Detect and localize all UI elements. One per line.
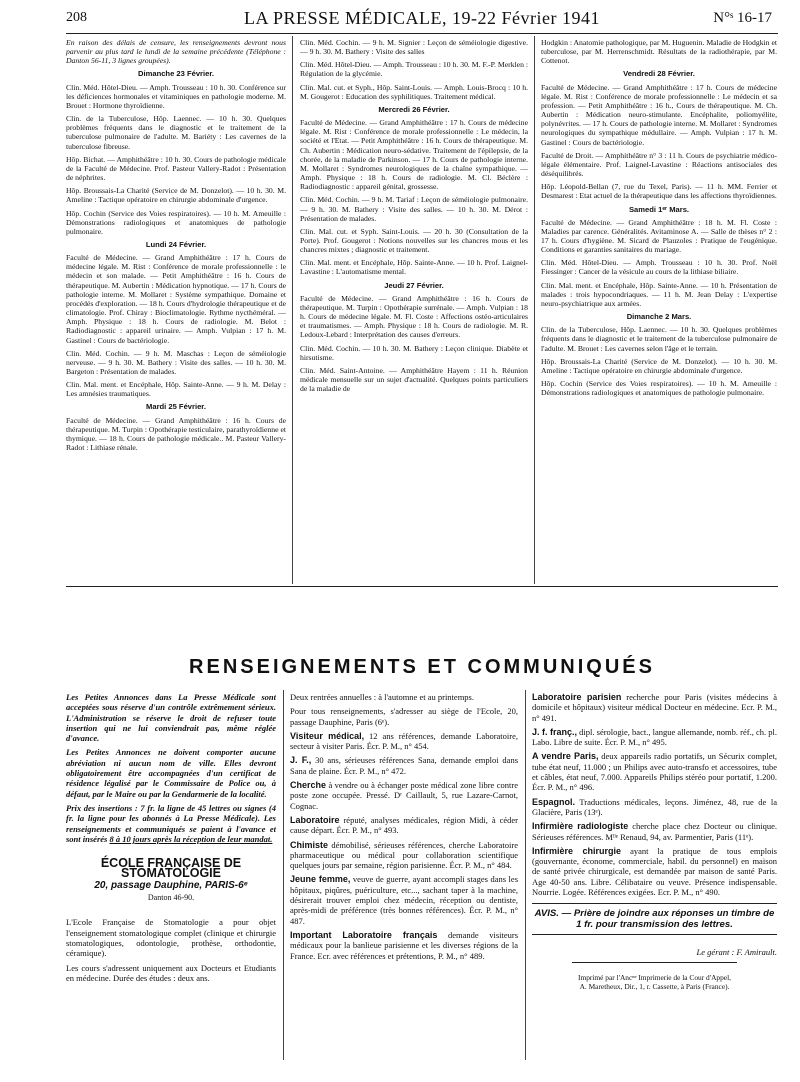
ad-body: démobilisé, sérieuses références, cherche Laboratoire pharmaceutique ou médical pour collaboration scientifique quelques jours par semaine, région parisienne. Écr. P. M., n° 484. bbox=[290, 839, 518, 871]
ad-heading: Laboratoire bbox=[290, 814, 340, 825]
ads-column-2 bbox=[290, 692, 518, 965]
ads-prices bbox=[66, 803, 276, 844]
ads-prices-delay: 8 à 10 jours après la réception de leur mandat. bbox=[109, 833, 273, 844]
ad-body: demande visiteurs médicaux pour la banlieue parisienne et les diverses régions de la France. Ecr. avec références et prétentions, P. M., n° 489. bbox=[290, 929, 519, 961]
classified-ad bbox=[532, 751, 777, 792]
classified-ad bbox=[290, 815, 518, 836]
ad-heading: Laboratoire parisien bbox=[532, 692, 622, 702]
ad-heading: J. f. franç., bbox=[532, 726, 578, 737]
classified-ad bbox=[290, 755, 518, 776]
classified-ad bbox=[532, 821, 777, 842]
course-entry: Hôp. Léopold-Bellan (7, rue du Texel, Paris). — 11 h. MM. Ferrier et Desmarest : Etat actuel de la thérapeutique dans les affections thyroïdiennes. bbox=[541, 182, 777, 201]
course-entry: Clin. Mal. ment. et Encéphale, Hôp. Sainte-Anne. — 10 h. Présentation de malades : trois hypocondriaques. — 11 h. M. Jean Delay : L'expertise neuro-psychiatrique aux armées. bbox=[541, 280, 777, 308]
course-entry: Hodgkin : Anatomie pathologique, par M. Huguenin. Maladie de Hodgkin et tuberculose, par M. Herrenschmidt. Résultats de la radiothérapie, par M. Cottenot. bbox=[541, 38, 777, 66]
journal-title: LA PRESSE MÉDICALE, 19-22 Février 1941 bbox=[244, 8, 600, 28]
section-banner: RENSEIGNEMENTS ET COMMUNIQUÉS bbox=[189, 656, 655, 678]
avis-rule bbox=[532, 903, 777, 904]
ads-notice: Les Petites Annonces dans La Presse Médicale sont acceptées sous réserve d'un contrôle extrêmement sérieux. L'Administration se réserve le droit de refuser toute insertion qui ne lui conviendrait pas, même réglée d'avance. bbox=[66, 692, 276, 744]
course-entry: Clin. Mal. ment. et Encéphale, Hôp. Sainte-Anne. — 9 h. M. Delay : Les amnésies traumatiques. bbox=[66, 380, 286, 399]
page-header bbox=[66, 8, 778, 32]
ad-body: ayant la pratique de tous emplois (gouvernante, économe, commerciale, habil. du personnel) en maison de santé privée chirurgicale, est demandée par maison de santé Paris. Age 40-50 ans. Libre. Célibataire ou veuve. Présence indispensable. Nourrie. Logée. Références exigées. Ecr. P. M., n° 490. bbox=[532, 845, 777, 898]
day-heading: Lundi 24 Février. bbox=[145, 239, 207, 249]
classified-ad bbox=[532, 727, 777, 748]
column-divider bbox=[525, 690, 526, 1060]
ad-heading: Important Laboratoire français bbox=[290, 929, 438, 940]
ad-heading: Espagnol. bbox=[532, 796, 576, 807]
course-entry: Faculté de Médecine. — Grand Amphithéâtre : 16 h. Cours de thérapeutique. M. Turpin : Opothérapie testiculaire, parathyroïdienne et thymique. — 18 h. Cours de pathologie médicale.. M. Pasteur Vallery-Radot : Lithiase rénale. bbox=[66, 415, 286, 453]
day-heading: Mardi 25 Février. bbox=[146, 402, 206, 412]
course-entry: Hôp. Broussais-La Charité (Service de M. Donzelot). — 10 h. 30. M. Ameline : Tactique opératoire en chirurgie abdominale d'urgence. bbox=[66, 186, 286, 205]
course-entry: Clin. Méd. Cochin. — 10 h. 30. M. Bathery : Leçon clinique. Diabète et hirsutisme. bbox=[300, 343, 528, 362]
course-entry: Hôp. Cochin (Service des Voies respiratoires). — 10 h. M. Ameuille : Démonstrations radiologiques et anatomiques de pathologie pulmonaire. bbox=[541, 379, 777, 398]
publisher-manager: Le gérant : F. Amirault. bbox=[696, 947, 777, 958]
course-entry: Hôp. Broussais-La Charité (Service de M. Donzelot). — 10 h. 30. M. Ameline : Tactique opératoire en chirurgie abdominale d'urgence. bbox=[541, 356, 777, 375]
course-entry: Clin. Méd. Hôtel-Dieu. — Amph. Trousseau : 10 h. 30. Conférence sur les déficiences hormonales et vitaminiques en pathologie moderne. M. Brouet : Hormone thyroïdienne. bbox=[66, 82, 286, 110]
school-title: ÉCOLE FRANÇAISE DE STOMATOLOGIE bbox=[100, 856, 242, 881]
course-entry: Faculté de Médecine. — Grand Amphithéâtre : 16 h. Cours de thérapeutique. M. Turpin : Opothérapie surrénale. — Amph. Vulpian : 18 h. Cours de médecine légale. M. Fl. Coste : Affections ostéo-articulaires et traumatismes. — Amph. Physique : 18 h. Cours de radiologie. M. R. Ledoux-Lebard : Interprétation des causes d'erreurs. bbox=[300, 293, 528, 340]
issue-numbers: N°ˢ 16-17 bbox=[713, 10, 772, 26]
day-heading: Dimanche 23 Février. bbox=[138, 69, 214, 79]
course-entry: Clin. Méd. Cochin. — 9 h. M. Tariaf : Leçon de séméiologie pulmonaire. — 9 h. 30. M. Bathery : Visite des salles. — 10 h. 30. M. Dérot : Présentation de malades. bbox=[300, 195, 528, 223]
day-heading: Vendredi 28 Février. bbox=[623, 69, 695, 79]
column-divider bbox=[534, 36, 535, 584]
classified-ad bbox=[532, 846, 777, 897]
classified-ad bbox=[532, 797, 777, 818]
ad-body: à vendre ou à échanger poste médical zone libre contre poste zone occupée. Pressé. Dʳ Caillault, 5, rue Lazare-Carnot, Cognac. bbox=[290, 780, 518, 811]
ads-column-1 bbox=[66, 692, 276, 987]
day-heading: Dimanche 2 Mars. bbox=[626, 312, 692, 322]
school-address: 20, passage Dauphine, PARIS-6ᵉ bbox=[94, 879, 248, 891]
ad-heading: Cherche bbox=[290, 780, 327, 791]
classified-ad bbox=[290, 930, 518, 961]
school-phone: Danton 46-90. bbox=[147, 893, 195, 903]
classified-ad bbox=[532, 692, 777, 723]
classified-ad bbox=[290, 874, 518, 925]
classified-ad bbox=[290, 780, 518, 811]
printer-line: Imprimé par l'Ancⁿᵉ Imprimerie de la Cour d'Appel, bbox=[577, 972, 731, 982]
column-divider bbox=[292, 36, 293, 584]
ad-heading: Infirmière chirurgie bbox=[532, 845, 621, 856]
ad-heading: Infirmière radiologiste bbox=[532, 821, 629, 832]
ad-heading: J. F., bbox=[290, 755, 312, 766]
course-entry: Faculté de Médecine. — Grand Amphithéâtre : 17 h. Cours de médecine légale. M. Rist : Conférence de morale professionnelle : Le médecin, la société et l'Etat. — Petit Amphithéâtre : 16 h. Cours de thérapeutique. M. Ch. Aubertin : Médication neuro-sédative. Traitement de l'épilepsie, de la chorée, de la maladie de Parkinson. — 17 h. Cours de pathologie interne. M. Mollaret : Syndromes neurologiques de la chaîne sympathique. — Amph. Physique : 18 h. Cours de radiologie. M. Cl. Béclère : Radiodiagnostic : appareil génital, grossesse. bbox=[300, 118, 528, 192]
school-description: Les cours s'adressent uniquement aux Docteurs et Etudiants en médecine. Durée des études : deux ans. bbox=[66, 962, 276, 983]
schedule-column-2 bbox=[300, 38, 528, 397]
ad-body: veuve de guerre, ayant accompli stages dans les hôpitaux, piqûres, puériculture, etc..., sachant taper à la machine, désirerait trouver emploi chez médecin, réception ou dentiste, après-midi de préférence (très bonnes références). Écr. P. M., n° 487. bbox=[290, 874, 518, 926]
course-entry: Clin. Mal. cut. et Syph., Hôp. Saint-Louis. — Amph. Louis-Brocq : 10 h. M. Gougerot : Education des syphilitiques. Traitement médical. bbox=[300, 82, 528, 101]
course-entry: Clin. Méd. Saint-Antoine. — Amphithéâtre Hayem : 11 h. Réunion médicale mensuelle sur un sujet d'actualité. Quelques points particuliers de la maladie de bbox=[300, 365, 528, 394]
header-rule bbox=[66, 33, 778, 34]
schedule-column-1 bbox=[66, 38, 286, 456]
printer-imprint bbox=[532, 973, 777, 991]
classified-ad bbox=[290, 731, 518, 752]
ad-body: 30 ans, sérieuses références Sana, demande emploi dans Sana de plaine. Écr. P. M., n° 472. bbox=[290, 755, 518, 776]
day-heading: Samedi 1ᵉʳ Mars. bbox=[628, 204, 690, 214]
ad-body: dipl. sérologie, bact., langue allemande, nomb. réf., ch. pl. Labo. Libre de suite. Écr. P. M., n° 495. bbox=[532, 726, 777, 748]
course-entry: Clin. Mal. cut. et Syph. Saint-Louis. — 20 h. 30 (Consultation de la Porte). Prof. Gougerot : Notions nouvelles sur les chancres mous et les chancres mixtes ; diagnostic et traitement. bbox=[300, 226, 528, 255]
course-entry: Clin. Méd. Cochin. — 9 h. M. Signier : Leçon de séméiologie digestive. — 9 h. 30. M. Bathery : Visite des salles bbox=[300, 38, 528, 57]
ad-heading: A vendre Paris, bbox=[532, 751, 599, 762]
ad-heading: Chimiste bbox=[290, 839, 329, 850]
course-entry: Clin. de la Tuberculose, Hôp. Laennec. — 10 h. 30. Quelques problèmes fréquents dans le diagnostic et le traitement de la tuberculose pulmonaire de l'adulte. M. Bariéty : Les cavernes de la tuberculose fibreuse. bbox=[66, 114, 286, 151]
ad-body: cherche place chez Docteur ou clinique. Sérieuses références. Mˡˡᵉ Renaud, 94, av. Parmentier, Paris (11ᵉ). bbox=[532, 821, 777, 842]
printer-line: A. Maretheux, Dir., 1, r. Cassette, à Paris (France). bbox=[579, 981, 730, 991]
column-divider bbox=[283, 690, 284, 1060]
course-entry: Faculté de Médecine. — Grand Amphithéâtre : 17 h. Cours de médecine légale. M. Rist : Conférence de morale professionnelle : le médecin et son malade. — Petit Amphithéâtre : 16 h. Cours de thérapeutique. M. Aubertin : Médication hypnotique. — 17 h. Cours de pathologie interne. M. Mollaret : Système sympathique. Domaine et procédés d'exploration. — 18 h. Cours d'hydrologie thérapeutique et de climatologie. Prof. Chiray : Bioclimatologie. Rythme nycthéméral. — Amph. Physique : 18 h. Cours de radiologie. M. Belot : Radiodiagnostic : appareil urinaire. — Amph. Vulpian : 17 h. M. Gastinel : Cours de bactériologie. bbox=[66, 253, 286, 345]
course-entry: Clin. Méd. Hôtel-Dieu. — Amph. Trousseau : 10 h. 30. Prof. Noël Fiessinger : Cancer de la vésicule au cours de la lithiase biliaire. bbox=[541, 258, 777, 277]
classified-ad bbox=[290, 840, 518, 871]
school-description: L'Ecole Française de Stomatologie a pour objet l'enseignement stomatologique complet (clinique et chirurgie stomatologiques, odontologie, prothèse, orthodontie, céramique). bbox=[66, 917, 276, 959]
course-entry: Faculté de Médecine. — Grand Amphithéâtre : 18 h. M. Fl. Coste : Maladies par carence. Généralités. Avitaminose A. — Salle de thèses n° 2 : 17 h. Cours d'hygiène. M. Sicard de Plauzoles : Pratique de l'eugénique. Conditions et garanties sanitaires du mariage. bbox=[541, 217, 777, 255]
course-entry: Hôp. Cochin (Service des Voies respiratoires). — 10 h. M. Ameuille : Démonstrations radiologiques et anatomiques de pathologie pulmonaire. bbox=[66, 208, 286, 236]
course-entry: Clin. de la Tuberculose, Hôp. Laennec. — 10 h. 30. Quelques problèmes fréquents dans le diagnostic et le traitement de la tuberculose pulmonaire de l'adulte. M. Brouet : Les cavernes selon l'âge et le terrain. bbox=[541, 325, 777, 353]
course-entry: Clin. Méd. Hôtel-Dieu. — Amph. Trousseau : 10 h. 30. M. F.-P. Merklen : Régulation de la glycémie. bbox=[300, 60, 528, 79]
ads-column-3 bbox=[532, 692, 777, 991]
section-rule bbox=[66, 586, 778, 587]
school-description: Pour tous renseignements, s'adresser au siège de l'Ecole, 20, passage Dauphine, Paris (6ᵉ). bbox=[290, 706, 518, 727]
ads-prices-text: Prix des insertions : 7 fr. la ligne de 45 lettres ou signes (4 fr. la ligne pour les abonnés à La Presse Médicale). Les renseignements et communiqués se paient à l'avance et sont insérés bbox=[66, 802, 276, 844]
course-entry: Clin. Méd. Cochin. — 9 h. M. Maschas : Leçon de séméiologie nerveuse. — 9 h. 30. M. Bathery : Visite des salles. — 10 h. 30. M. Bargeton : Présentation de malades. bbox=[66, 348, 286, 376]
course-entry: Faculté de Médecine. — Grand Amphithéâtre : 17 h. Cours de médecine légale. M. Rist : Conférence de morale professionnelle : Le médecin et sa profession. — Petit Amphithéâtre : 16 h., Cours de thérapeutique. M. Ch. Aubertin : Médication neuro-stimulante. Encéphalite, poliomyélite, polynévrites. — 17 h. Cours de pathologie interne. M. Mollaret : Syndromes neurologiques du sympathique médullaire. — Amph. Vulpian : 17 h. M. Gastinel : Cours de bactériologie. bbox=[541, 82, 777, 147]
page-number: 208 bbox=[66, 10, 87, 25]
avis-notice: AVIS. — Prière de joindre aux réponses un timbre de 1 fr. pour transmission des lettres. bbox=[534, 908, 775, 931]
course-entry: Faculté de Droit. — Amphithéâtre n° 3 : 11 h. Cours de psychiatrie médico-légale élémentaire. Prof. Laignel-Lavastine : Réactions antisociales des déséquilibrés. bbox=[541, 150, 777, 179]
ads-notice: Les Petites Annonces ne doivent comporter aucune abréviation ni aucun nom de ville. Elles devront obligatoirement être accompagnées d'un certificat de résidence légalisé par le Commissaire de Police ou, à défaut, par le Maire ou par la Gendarmerie de la localité. bbox=[66, 747, 276, 799]
course-entry: Hôp. Bichat. — Amphithéâtre : 10 h. 30. Cours de pathologie médicale de la Faculté de Médecine. Prof. Pasteur Vallery-Radot : Présentation de néphrites. bbox=[66, 154, 286, 183]
avis-rule bbox=[532, 934, 777, 935]
ad-heading: Jeune femme, bbox=[290, 874, 351, 885]
ad-body: deux appareils radio portatifs, un Sécurix complet, tube état neuf, 11.000 ; un Philips avec auto-transfo et accessoires, tube et câbles, état neuf, 7.000. Appareils Philips stéréo pour portatif, 1.200. Écr. P. M., n° 496. bbox=[532, 751, 777, 793]
imprint-rule bbox=[572, 962, 737, 963]
ad-body: Traductions médicales, leçons. Jiménez, 48, rue de la Glacière, Paris (13ᵉ). bbox=[532, 796, 777, 817]
censorship-notice: En raison des délais de censure, les renseignements devront nous parvenir au plus tard le lundi de la semaine précédente (Téléphone : Danton 56-11, 3 lignes groupées). bbox=[66, 38, 286, 66]
ad-body: recherche pour Paris (visites médecins à domicile et hôpitaux) visiteur médical Docteur en médecine. Ecr. P. M., n° 491. bbox=[532, 692, 777, 723]
school-description: Deux rentrées annuelles : à l'automne et au printemps. bbox=[290, 692, 474, 702]
ad-body: 12 ans références, demande Laboratoire, secteur à visiter Paris. Écr. P. M., n° 454. bbox=[290, 730, 518, 752]
day-heading: Mercredi 26 Février. bbox=[378, 104, 450, 114]
course-entry: Clin. Mal. ment. et Encéphale, Hôp. Sainte-Anne. — 10 h. Prof. Laignel-Lavastine : L'automatisme mental. bbox=[300, 258, 528, 277]
ad-body: réputé, analyses médicales, région Midi, à céder cause départ. Écr. P. M., n° 493. bbox=[290, 814, 518, 836]
day-heading: Jeudi 27 Février. bbox=[384, 280, 444, 290]
ad-heading: Visiteur médical, bbox=[290, 730, 365, 741]
schedule-column-3 bbox=[541, 38, 777, 401]
